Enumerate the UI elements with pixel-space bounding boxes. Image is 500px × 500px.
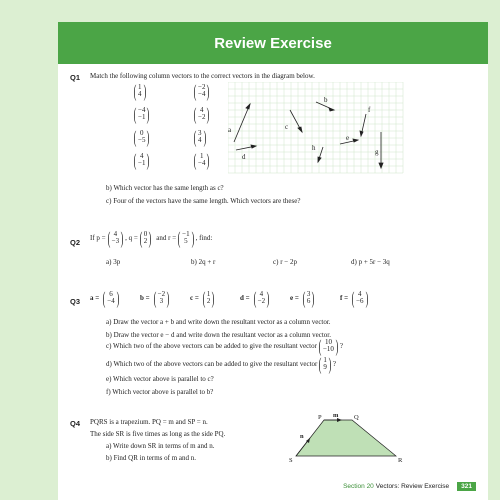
vector-top: 4	[199, 106, 204, 114]
vector-bottom: −4	[107, 297, 115, 305]
vector-name: f =	[340, 294, 349, 302]
q1-column-vector: ( 3 4 )	[193, 127, 206, 147]
q3-c-qmark: ?	[339, 342, 344, 350]
vector-bottom: −4	[198, 159, 206, 167]
trapezium-diagram	[286, 408, 408, 466]
review-banner	[58, 22, 488, 64]
q1-prompt: Match the following column vectors to the correct vectors in the diagram below.	[90, 72, 315, 80]
vector-top: −4	[138, 106, 146, 114]
p-top: 4	[113, 230, 118, 238]
r-top: −1	[182, 230, 190, 238]
q2-part-c: c) r − 2p	[273, 258, 297, 266]
vector-top: 0	[139, 129, 144, 137]
trap-label-p: P	[318, 414, 322, 421]
q3-number: Q3	[70, 297, 81, 306]
q3-part-a: a) Draw the vector a + b and write down the resultant vector as a column vector.	[106, 318, 331, 326]
vector-top: 1	[138, 83, 142, 91]
q3-part-f: f) Which vector above is parallel to b?	[106, 388, 214, 396]
vector-bottom: −2	[257, 297, 266, 305]
grid-label-a: a	[228, 126, 232, 134]
q1-column-vector: ( 4 −2 )	[193, 104, 210, 124]
q3-part-d: d) Which two of the above vectors can be added to give the resultant vector	[106, 360, 318, 368]
q2-number: Q2	[70, 238, 81, 247]
vector-bottom: 3	[159, 297, 164, 305]
grid-label-h: h	[312, 144, 316, 152]
q1-vector-grid	[228, 82, 406, 178]
vector-bottom: 4	[198, 136, 202, 144]
grid-label-e: e	[346, 134, 350, 142]
q3-named-vector: d = ( 4 −2 )	[240, 288, 270, 308]
vector-top: −2	[157, 290, 166, 298]
q2-if-text: If p =	[90, 234, 106, 242]
q1-column-vector: ( −4 −1 )	[133, 104, 150, 124]
vector-top: 3	[306, 290, 311, 298]
trap-label-m: m	[333, 412, 339, 419]
q-bot: 2	[143, 237, 148, 245]
grid-label-f: f	[368, 106, 371, 114]
res-c-bot: −10	[322, 345, 334, 353]
q1-column-vector: ( 1 −4 )	[193, 150, 210, 170]
q2-part-d: d) p + 5r − 3q	[351, 258, 390, 266]
vector-top: −2	[198, 83, 206, 91]
page-footer	[343, 480, 476, 492]
vector-bottom: −1	[138, 159, 146, 167]
vector-name: a =	[90, 294, 100, 302]
trap-label-s: S	[289, 457, 293, 464]
res-d-top: 1	[323, 356, 327, 364]
res-c-top: 10	[324, 338, 332, 346]
q2-q-label: , q =	[125, 234, 138, 242]
page-number: 321	[457, 482, 476, 491]
vector-name: d =	[240, 294, 250, 302]
grid-label-c: c	[285, 123, 289, 131]
vector-top: 4	[358, 290, 362, 298]
vector-bottom: 2	[206, 297, 211, 305]
q2-part-a: a) 3p	[106, 258, 121, 266]
q2-part-b: b) 2q + r	[191, 258, 216, 266]
q-top: 0	[143, 230, 148, 238]
vector-bottom: −6	[356, 297, 364, 305]
grid-label-g: g	[375, 148, 379, 156]
vector-name: e =	[290, 294, 299, 302]
q4-part-a: a) Write down SR in terms of m and n.	[106, 442, 215, 450]
vector-top: 4	[139, 152, 144, 160]
vector-top: 1	[199, 152, 204, 160]
q4-part-b: b) Find QR in terms of m and n.	[106, 454, 197, 462]
r-bot: 5	[184, 237, 188, 245]
vector-top: 3	[198, 129, 202, 137]
q2-find-text: , find:	[195, 234, 213, 242]
q4-line-1: PQRS is a trapezium. PQ = m and SP = n.	[90, 418, 208, 426]
vector-bottom: 6	[306, 297, 311, 305]
q1-column-vector: ( −2 −4 )	[193, 81, 210, 101]
q3-part-e: e) Which vector above is parallel to c?	[106, 375, 214, 383]
vector-name: b =	[140, 294, 150, 302]
q2-r-label: and r =	[156, 234, 177, 242]
q3-part-d-row: d) Which two of the above vectors can be added to give the resultant vector ( 1 9 ) ?	[106, 354, 336, 374]
footer-section: Section 20	[343, 482, 374, 490]
q3-part-c-row: c) Which two of the above vectors can be added to give the resultant vector ( 10 −10 ) ?	[106, 336, 344, 356]
vector-bottom: −5	[138, 136, 146, 144]
trap-label-r: R	[398, 457, 403, 464]
grid-label-b: b	[324, 96, 328, 104]
q1-column-vector: ( 4 −1 )	[133, 150, 150, 170]
q1-column-vector: ( 0 −5 )	[133, 127, 150, 147]
res-d-bot: 9	[323, 363, 327, 371]
q4-number: Q4	[70, 419, 81, 428]
trap-label-q: Q	[354, 414, 359, 421]
q3-named-vector: e = ( 3 6 )	[290, 288, 315, 308]
q1-column-vector: ( 1 4 )	[133, 81, 146, 101]
q3-named-vector: b = ( −2 3 )	[140, 288, 170, 308]
q1-number: Q1	[70, 73, 81, 82]
vector-bottom: 4	[138, 90, 142, 98]
vector-bottom: −1	[138, 113, 146, 121]
q3-part-b: b) Draw the vector e − d and write down the resultant vector as a column vector.	[106, 331, 331, 339]
q3-part-c: c) Which two of the above vectors can be added to give the resultant vector	[106, 342, 317, 350]
banner-title: Review Exercise	[214, 34, 332, 52]
vector-bottom: −4	[198, 90, 206, 98]
vector-bottom: −2	[198, 113, 206, 121]
grid-label-d: d	[242, 153, 246, 161]
q3-named-vector: c = ( 1 2 )	[190, 288, 215, 308]
p-bot: −3	[111, 237, 120, 245]
vector-top: 4	[259, 290, 264, 298]
q4-line-2: The side SR is five times as long as the side PQ.	[90, 430, 226, 438]
vector-top: 6	[109, 290, 113, 298]
q3-d-qmark: ?	[332, 360, 336, 368]
q1-part-b: b) Which vector has the same length as c?	[106, 184, 224, 192]
footer-title: Vectors: Review Exercise	[375, 482, 450, 490]
vector-top: 1	[206, 290, 211, 298]
q2-statement: If p = ( 4 −3 ) , q = ( 0 2 ) and r = ( −1 5 ) , find:	[90, 228, 213, 248]
trap-label-n: n	[300, 433, 304, 440]
q1-part-c: c) Four of the vectors have the same length. Which vectors are these?	[106, 197, 301, 205]
textbook-page	[58, 22, 488, 500]
q3-named-vector: a = ( 6 −4 )	[90, 288, 120, 308]
q3-named-vector: f = ( 4 −6 )	[340, 288, 368, 308]
vector-name: c =	[190, 294, 199, 302]
